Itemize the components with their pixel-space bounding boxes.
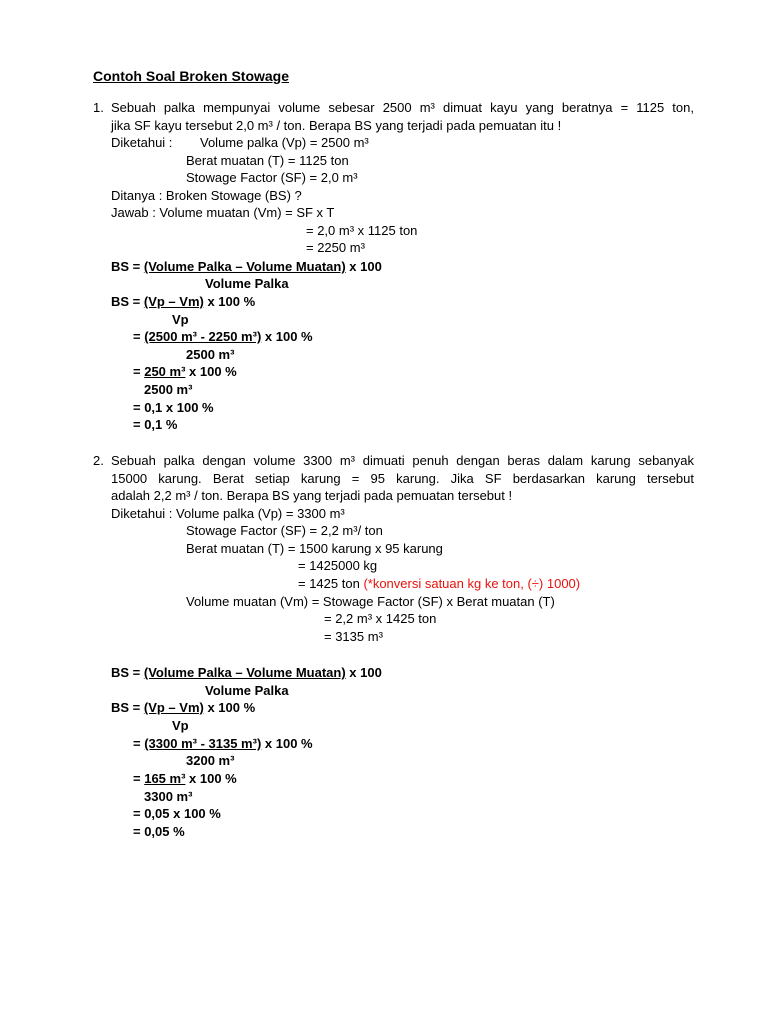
problem-2-given-sf: Stowage Factor (SF) = 2,2 m³/ ton xyxy=(186,523,383,538)
problem-2-bs-substitution xyxy=(133,735,313,752)
formula-numerator: (Volume Palka – Volume Muatan) xyxy=(143,259,346,274)
formula-suffix: x 100 % xyxy=(185,364,237,379)
problem-1-bs-substitution xyxy=(133,328,313,345)
problem-1-bs-formula-denominator: Volume Palka xyxy=(205,276,289,291)
problem-1-answer-line-1: Jawab : Volume muatan (Vm) = SF x T xyxy=(111,205,335,220)
problem-2-bs-substitution-denominator: 3200 m³ xyxy=(186,753,235,768)
formula-suffix: x 100 xyxy=(345,665,382,680)
formula-suffix: x 100 % xyxy=(185,771,237,786)
problem-1-given-volume: Volume palka (Vp) = 2500 m³ xyxy=(200,135,369,150)
formula-prefix: = xyxy=(133,329,145,344)
formula-suffix: x 100 % xyxy=(261,329,313,344)
problem-2-cargo-volume-result: = 3135 m³ xyxy=(324,629,383,644)
formula-numerator: (Volume Palka – Volume Muatan) xyxy=(143,665,346,680)
problem-2-given-volume: Diketahui : Volume palka (Vp) = 3300 m³ xyxy=(111,506,345,521)
problem-2-bs-difference-denominator: 3300 m³ xyxy=(144,789,193,804)
problem-2-bs-ratio: = 0,05 x 100 % xyxy=(133,806,221,821)
problem-2-question-line-3: adalah 2,2 m³ / ton. Berapa BS yang terjadi pada pemuatan tersebut ! xyxy=(111,488,513,503)
formula-prefix: = xyxy=(133,771,145,786)
problem-2-weight-kg: = 1425000 kg xyxy=(298,558,378,573)
problem-1-bs-substitution-denominator: 2500 m³ xyxy=(186,347,235,362)
problem-2-bs-formula-denominator: Volume Palka xyxy=(205,683,289,698)
formula-prefix: BS = xyxy=(111,259,144,274)
formula-prefix: BS = xyxy=(111,665,144,680)
problem-1-number: 1. xyxy=(93,100,104,115)
problem-1-bs-result: = 0,1 % xyxy=(133,417,178,432)
problem-1-given-weight: Berat muatan (T) = 1125 ton xyxy=(186,153,349,168)
formula-numerator: 165 m³ xyxy=(144,771,186,786)
problem-1-bs-difference xyxy=(133,363,237,380)
problem-1-answer-line-3: = 2250 m³ xyxy=(306,240,365,255)
weight-ton-value: = 1425 ton xyxy=(298,576,360,591)
problem-2-given-weight: Berat muatan (T) = 1500 karung x 95 karung xyxy=(186,541,443,556)
problem-1-answer-line-2: = 2,0 m³ x 1125 ton xyxy=(306,223,418,238)
problem-1-question-line-1: Sebuah palka mempunyai volume sebesar 2500 m³ dimuat kayu yang beratnya = 1125 ton, xyxy=(111,100,694,115)
problem-2-bs-short-denominator: Vp xyxy=(172,718,189,733)
formula-prefix: = xyxy=(133,736,145,751)
problem-2-bs-difference xyxy=(133,770,237,787)
formula-suffix: x 100 % xyxy=(203,294,256,309)
problem-1-given-sf: Stowage Factor (SF) = 2,0 m³ xyxy=(186,170,358,185)
problem-2-bs-short-formula xyxy=(111,699,255,716)
formula-numerator: (3300 m³ - 3135 m³) xyxy=(144,736,262,751)
formula-prefix: BS = xyxy=(111,700,144,715)
problem-2-cargo-volume-substitution: = 2,2 m³ x 1425 ton xyxy=(324,611,437,626)
problem-1-bs-ratio: = 0,1 x 100 % xyxy=(133,400,214,415)
document-title: Contoh Soal Broken Stowage xyxy=(93,68,290,84)
problem-1-asked: Ditanya : Broken Stowage (BS) ? xyxy=(111,188,302,203)
problem-1-bs-short-denominator: Vp xyxy=(172,312,189,327)
formula-prefix: = xyxy=(133,364,145,379)
problem-2-bs-formula xyxy=(111,664,382,681)
formula-suffix: x 100 % xyxy=(203,700,256,715)
problem-1-bs-formula xyxy=(111,258,382,275)
formula-numerator: 250 m³ xyxy=(144,364,186,379)
formula-numerator: (Vp – Vm) xyxy=(143,294,204,309)
problem-2-weight-ton xyxy=(298,575,580,592)
formula-suffix: x 100 % xyxy=(261,736,313,751)
formula-prefix: BS = xyxy=(111,294,144,309)
problem-2-cargo-volume-formula: Volume muatan (Vm) = Stowage Factor (SF) x Berat muatan (T) xyxy=(186,594,555,609)
problem-1-question-line-2: jika SF kayu tersebut 2,0 m³ / ton. Berapa BS yang terjadi pada pemuatan itu ! xyxy=(111,118,562,133)
problem-2-question-line-2: 15000 karung. Berat setiap karung = 95 karung. Jika SF berdasarkan karung tersebut xyxy=(111,471,694,486)
problem-2-number: 2. xyxy=(93,453,104,468)
problem-1-given-label: Diketahui : xyxy=(111,135,173,150)
problem-2-bs-result: = 0,05 % xyxy=(133,824,185,839)
formula-numerator: (Vp – Vm) xyxy=(143,700,204,715)
problem-1-bs-short-formula xyxy=(111,293,255,310)
conversion-note: (*konversi satuan kg ke ton, (÷) 1000) xyxy=(363,576,581,591)
formula-suffix: x 100 xyxy=(345,259,382,274)
problem-1-bs-difference-denominator: 2500 m³ xyxy=(144,382,193,397)
formula-numerator: (2500 m³ - 2250 m³) xyxy=(144,329,262,344)
problem-2-question-line-1: Sebuah palka dengan volume 3300 m³ dimuati penuh dengan beras dalam karung sebanyak xyxy=(111,453,694,468)
